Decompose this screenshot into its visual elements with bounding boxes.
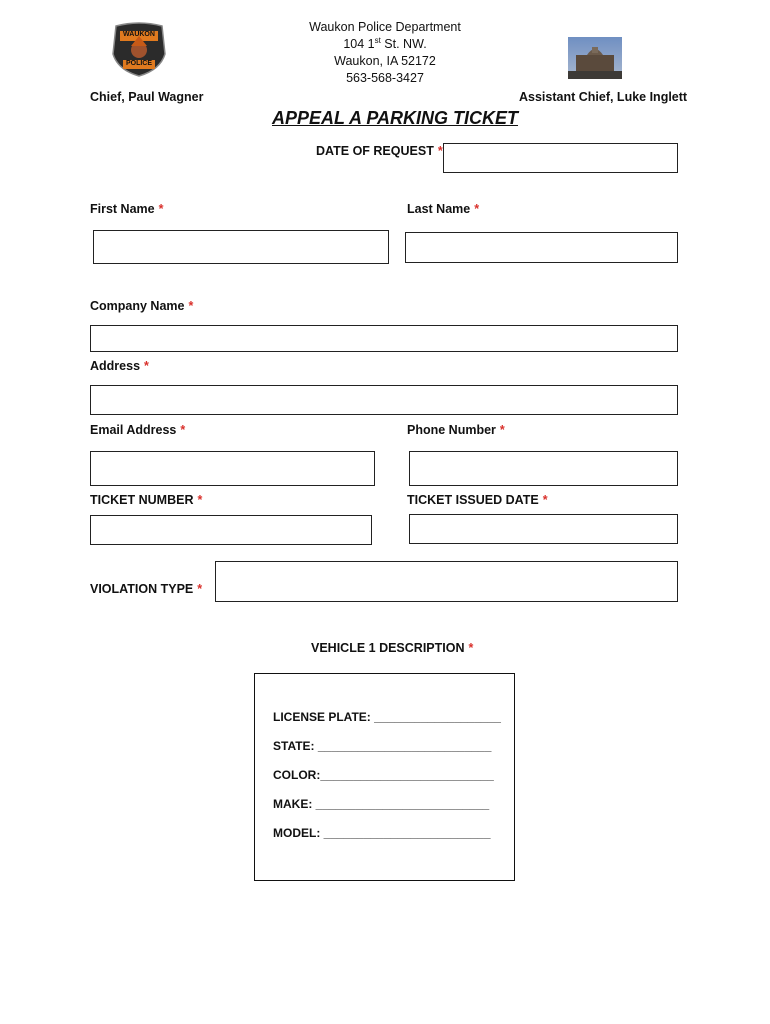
required-mark: * (468, 641, 474, 655)
email-address-label: Email Address * (90, 423, 186, 437)
make-line: MAKE: __________________________ (273, 797, 490, 811)
required-mark: * (197, 493, 203, 507)
license-plate-line: LICENSE PLATE: ___________________ (273, 710, 501, 724)
required-mark: * (158, 202, 164, 216)
required-mark: * (437, 144, 443, 158)
company-name-input[interactable] (90, 325, 678, 352)
ticket-number-label: TICKET NUMBER * (90, 493, 203, 507)
assistant-chief-name: Assistant Chief, Luke Inglett (519, 90, 688, 104)
last-name-label: Last Name * (407, 202, 480, 216)
department-address-block (270, 19, 500, 87)
required-mark: * (180, 423, 186, 437)
ticket-number-input[interactable] (90, 515, 372, 545)
violation-type-label: VIOLATION TYPE * (90, 582, 203, 596)
street-address: 104 1st St. NW. (343, 35, 427, 51)
date-of-request-label: DATE OF REQUEST * (316, 144, 443, 158)
building-photo (568, 37, 622, 79)
date-of-request-input[interactable] (443, 143, 678, 173)
badge-text-bottom: POLICE (125, 60, 153, 67)
phone-number-label: Phone Number * (407, 423, 505, 437)
chief-name: Chief, Paul Wagner (90, 90, 204, 104)
company-name-label: Company Name * (90, 299, 194, 313)
vehicle-description-label: VEHICLE 1 DESCRIPTION * (311, 641, 474, 655)
email-address-input[interactable] (90, 451, 375, 486)
department-name: Waukon Police Department (309, 20, 461, 34)
model-line: MODEL: _________________________ (273, 826, 491, 840)
ticket-issued-date-label: TICKET ISSUED DATE * (407, 493, 548, 507)
vehicle-lines (273, 703, 501, 848)
address-label: Address * (90, 359, 149, 373)
required-mark: * (188, 299, 194, 313)
required-mark: * (144, 359, 149, 373)
police-badge-logo (110, 22, 168, 78)
department-phone: 563-568-3427 (346, 71, 424, 85)
state-line: STATE: __________________________ (273, 739, 492, 753)
first-name-input[interactable] (93, 230, 389, 264)
badge-text-top: WAUKON (123, 31, 155, 38)
last-name-input[interactable] (405, 232, 678, 263)
color-line: COLOR:__________________________ (273, 768, 494, 782)
required-mark: * (474, 202, 480, 216)
required-mark: * (542, 493, 548, 507)
city-state-zip: Waukon, IA 52172 (334, 54, 436, 68)
first-name-label: First Name * (90, 202, 164, 216)
vehicle-description-box[interactable] (254, 673, 515, 881)
ticket-issued-date-input[interactable] (409, 514, 678, 544)
violation-type-input[interactable] (215, 561, 678, 602)
required-mark: * (197, 582, 203, 596)
required-mark: * (499, 423, 505, 437)
phone-number-input[interactable] (409, 451, 678, 486)
address-input[interactable] (90, 385, 678, 415)
form-title: APPEAL A PARKING TICKET (272, 108, 519, 128)
